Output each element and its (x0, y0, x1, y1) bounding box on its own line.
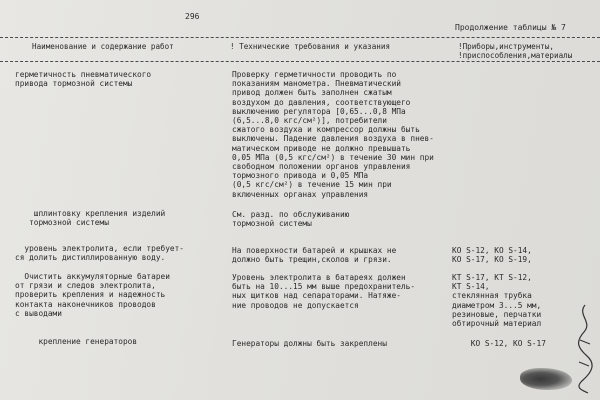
table-continuation-label: Продолжение таблицы № 7 (455, 23, 566, 32)
row-3-work: уровень электролита, если требует- ся долить дистиллированную воду. (15, 244, 184, 263)
ink-smudge-stamp (520, 368, 572, 390)
row-2-work: шплинтовку крепления изделий тормозной системы (29, 209, 166, 228)
header-tools-column: !Приборы,инструменты, !приспособления,материалы (458, 42, 573, 60)
row-3-tools: KO S-12, KO S-14, KO S-17, KO S-19, (452, 246, 532, 265)
header-requirements-column: ! Технические требования и указания (230, 42, 391, 51)
handwritten-margin-mark (574, 300, 596, 395)
row-3-requirements: На поверхности батарей и крышках не должно быть трещин,сколов и грязи. (232, 246, 397, 265)
row-4-requirements: Уровень электролита в батареях должен быть на 10...15 мм выше предохранитель- ных щитков над сепараторами. Натяже- ние проводов не допускается (232, 273, 416, 310)
row-1-requirements: Проверку герметичности проводить по показаниям манометра. Пневматический привод должен быть заполнен сжатым воздухом до давления, соответствующего выключению регулятора [0,65...0,8 МПа (6,5...8,0 кгс/см²)], потребители сжатого воздуха и компрессор должны быть выключены. Падение давления воздуха в пнев- матическом приводе не должно превышать 0,05 МПа (0,5 кгс/см²) в течение 30 мин при свободном положении органов управления тормозного привода и 0,05 МПа (0,5 кгс/см²) в течение 15 мин при включенных органах управления (232, 70, 434, 199)
page-number: 296 (185, 12, 200, 21)
row-1-work: герметичность пневматического привода тормозной системы (15, 70, 152, 89)
row-2-requirements: См. разд. по обслуживанию тормозной системы (232, 210, 350, 229)
header-top-rule (0, 37, 600, 38)
row-4-tools: KT S-17, KT S-12, KT S-14, стеклянная трубка диаметром 3...5 мм, резиновые, перчатки обтирочный материал (452, 273, 542, 329)
row-5-requirements: Генераторы должны быть закреплены (232, 339, 387, 348)
row-4-work: Очистить аккумуляторные батареи от грязи и следов электролита, проверить крепления и надежность контакта наконечников проводов с выводами (15, 272, 170, 318)
header-work-column: Наименование и содержание работ (32, 42, 174, 51)
header-bottom-rule (0, 61, 600, 62)
row-5-work: крепление генераторов (15, 337, 138, 346)
row-5-tools: KO S-12, KO S-17 (452, 339, 546, 348)
